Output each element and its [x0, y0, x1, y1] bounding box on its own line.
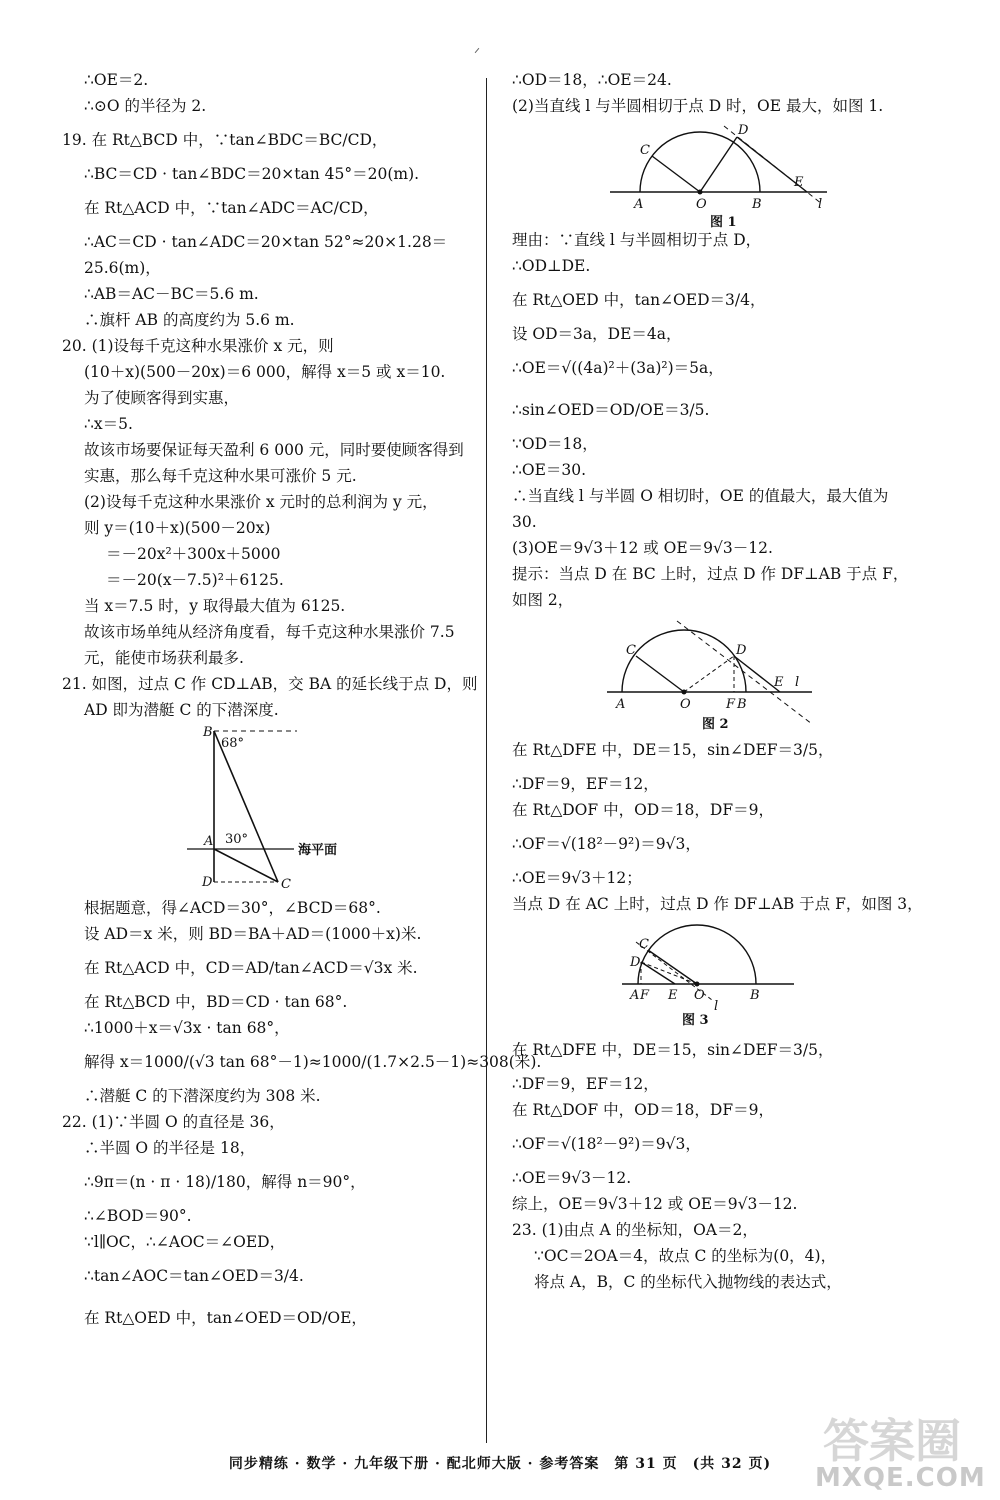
text-line: 设 AD＝x 米，则 BD＝BA＋AD＝(1000＋x)米. [84, 925, 422, 943]
text-line: 在 Rt△DOF 中，OD＝18，DF＝9， [512, 801, 774, 819]
text-line: 30. [512, 513, 537, 531]
text-line: 故该市场要保证每天盈利 6 000 元，同时要使顾客得到 [84, 441, 464, 459]
fig21-point-A: A [204, 834, 214, 849]
text-line: ∴OF＝√(18²－9²)＝9√3， [512, 1135, 701, 1153]
fig1-point-B: B [752, 197, 762, 212]
left-column [62, 70, 542, 1342]
text-line: 23. (1)由点 A 的坐标知，OA＝2， [512, 1221, 758, 1239]
text-line: 在 Rt△ACD 中，CD＝AD/tan∠ACD＝√3x 米. [84, 959, 418, 977]
text-line: 根据题意，得∠ACD＝30°，∠BCD＝68°. [84, 899, 381, 917]
text-line: 22. (1)∵半圆 O 的直径是 36， [62, 1113, 285, 1131]
text-line: 当 x＝7.5 时，y 取得最大值为 6125. [84, 597, 346, 615]
text-line: ∴⊙O 的半径为 2. [84, 97, 207, 115]
text-line: ∴潜艇 C 的下潜深度约为 308 米. [84, 1087, 321, 1105]
fig3-caption: 图 3 [682, 1013, 709, 1028]
figure-3-diagram [512, 920, 942, 1032]
fig3-point-C: C [639, 937, 649, 952]
page-footer: 同步精练 · 数学 · 九年级下册 · 配北师大版 · 参考答案 第 31 页 (共 32 页) [228, 1456, 772, 1472]
text-line: ∴OD＝18，∴OE＝24. [512, 71, 672, 89]
text-line: ∴半圆 O 的半径是 18， [84, 1139, 256, 1157]
text-line: ∴OE＝9√3－12. [512, 1169, 632, 1187]
fig3-line-l: l [714, 999, 719, 1014]
fig3-point-B: B [750, 988, 760, 1003]
fig1-point-D: D [738, 123, 749, 138]
fig1-point-O: O [696, 197, 707, 212]
text-line: (2)当直线 l 与半圆相切于点 D 时，OE 最大，如图 1. [512, 97, 884, 115]
scan-mark [475, 48, 480, 53]
figure-21 [62, 726, 477, 898]
watermark-text-cn: 答案圈 [823, 1414, 961, 1468]
text-line: 在 Rt△DFE 中，DE＝15，sin∠DEF＝3/5， [512, 1041, 834, 1059]
fig1-caption: 图 1 [710, 215, 737, 230]
fig2-point-B: B [737, 697, 747, 712]
fig2-caption: 图 2 [702, 717, 729, 732]
text-line: ∵l∥OC，∴∠AOC＝∠OED， [84, 1233, 286, 1251]
text-line: ∴9π＝(n · π · 18)/180，解得 n＝90°， [84, 1173, 366, 1191]
text-line: AD 即为潜艇 C 的下潜深度. [84, 701, 279, 719]
watermark-text-en: MXQE.COM [815, 1463, 986, 1493]
text-line: 当点 D 在 AC 上时，过点 D 作 DF⊥AB 于点 F，如图 3， [512, 895, 923, 913]
text-line: 综上，OE＝9√3＋12 或 OE＝9√3－12. [512, 1195, 798, 1213]
text-line: 在 Rt△OED 中，tan∠OED＝3/4， [512, 291, 766, 309]
fig2-point-F: F [726, 697, 736, 712]
text-line: 设 OD＝3a，DE＝4a， [512, 325, 682, 343]
figure-1-diagram [512, 122, 942, 230]
text-line: (3)OE＝9√3＋12 或 OE＝9√3－12. [512, 539, 773, 557]
figure-3 [512, 920, 942, 1032]
text-line: ∴1000＋x＝√3x · tan 68°， [84, 1019, 290, 1037]
text-line: ∴旗杆 AB 的高度约为 5.6 m. [84, 311, 295, 329]
text-line: 在 Rt△OED 中，tan∠OED＝OD/OE， [84, 1309, 367, 1327]
text-line: 解得 x＝1000/(√3 tan 68°－1)≈1000/(1.7×2.5－1)≈308(米). [84, 1053, 542, 1071]
text-line: 25.6(m)， [84, 259, 161, 277]
text-line: ∴∠BOD＝90°. [84, 1207, 192, 1225]
fig2-point-D: D [736, 643, 747, 658]
text-line: ∴OE＝2. [84, 71, 149, 89]
text-line: ∴OE＝9√3＋12； [512, 869, 642, 887]
figure-2 [512, 616, 942, 732]
fig21-point-D: D [202, 875, 213, 890]
text-line: ∵OD＝18， [512, 435, 598, 453]
fig2-point-E: E [774, 675, 784, 690]
text-line: 故该市场单纯从经济角度看，每千克这种水果涨价 7.5 [84, 623, 455, 641]
column-divider [486, 78, 487, 1443]
text-line: ∴AC＝CD · tan∠ADC＝20×tan 52°≈20×1.28＝ [84, 233, 448, 251]
text-line: 在 Rt△BCD 中，BD＝CD · tan 68°. [84, 993, 348, 1011]
text-line: ∵OC＝2OA＝4，故点 C 的坐标为(0，4)， [534, 1247, 837, 1265]
fig3-point-D: D [630, 955, 641, 970]
text-line: 将点 A，B，C 的坐标代入抛物线的表达式， [534, 1273, 842, 1291]
text-line: 在 Rt△DFE 中，DE＝15，sin∠DEF＝3/5， [512, 741, 834, 759]
text-line: ∴AB＝AC－BC＝5.6 m. [84, 285, 259, 303]
text-line: 实惠，那么每千克这种水果可涨价 5 元. [84, 467, 357, 485]
text-line: 元，能使市场获利最多. [84, 649, 244, 667]
text-line: 19. 在 Rt△BCD 中，∵tan∠BDC＝BC/CD， [62, 131, 388, 149]
text-line: 21. 如图，过点 C 作 CD⊥AB，交 BA 的延长线于点 D，则 [62, 675, 478, 693]
fig1-point-A: A [634, 197, 644, 212]
fig2-line-l: l [795, 675, 800, 690]
text-line: ＝－20(x－7.5)²＋6125. [106, 571, 284, 589]
text-line: (10＋x)(500－20x)＝6 000，解得 x＝5 或 x＝10. [84, 363, 446, 381]
fig3-point-O: O [694, 988, 705, 1003]
fig1-point-E: E [794, 175, 804, 190]
fig21-angle-top: 68° [221, 736, 245, 751]
text-line: ∴BC＝CD · tan∠BDC＝20×tan 45°＝20(m). [84, 165, 420, 183]
fig21-angle-mid: 30° [225, 832, 249, 847]
text-line: ∴OF＝√(18²－9²)＝9√3， [512, 835, 701, 853]
text-line: 在 Rt△DOF 中，OD＝18，DF＝9， [512, 1101, 774, 1119]
fig3-point-A: A [630, 988, 640, 1003]
figure-1 [512, 122, 942, 230]
text-line: 在 Rt△ACD 中，∵tan∠ADC＝AC/CD， [84, 199, 379, 217]
text-line: 如图 2， [512, 591, 574, 609]
text-line: 为了使顾客得到实惠， [84, 389, 240, 407]
text-line: ∴OD⊥DE. [512, 257, 591, 275]
text-line: 理由：∵直线 l 与半圆相切于点 D， [512, 231, 762, 249]
figure-21-diagram [62, 726, 477, 898]
text-line: (2)设每千克这种水果涨价 x 元时的总利润为 y 元， [84, 493, 438, 511]
fig2-point-O: O [680, 697, 691, 712]
text-line: ∴sin∠OED＝OD/OE＝3/5. [512, 401, 710, 419]
text-line: ∴DF＝9，EF＝12， [512, 1075, 659, 1093]
fig21-point-C: C [281, 877, 291, 892]
fig1-line-l: l [818, 197, 823, 212]
text-line: ∴当直线 l 与半圆 O 相切时，OE 的值最大，最大值为 [512, 487, 889, 505]
fig21-point-B: B [203, 726, 213, 740]
text-line: ∴x＝5. [84, 415, 133, 433]
fig1-point-C: C [640, 143, 650, 158]
fig2-point-C: C [626, 643, 636, 658]
text-line: 则 y＝(10＋x)(500－20x) [84, 519, 271, 537]
watermark-logo [815, 1405, 985, 1495]
fig2-point-A: A [616, 697, 626, 712]
text-line: ＝－20x²＋300x＋5000 [106, 545, 281, 563]
text-line: ∴OE＝√((4a)²＋(3a)²)＝5a， [512, 359, 724, 377]
fig3-point-F: F [640, 988, 650, 1003]
text-line: ∴tan∠AOC＝tan∠OED＝3/4. [84, 1267, 304, 1285]
figure-2-diagram [512, 616, 942, 732]
text-line: 20. (1)设每千克这种水果涨价 x 元，则 [62, 337, 334, 355]
right-column [512, 70, 942, 1298]
text-line: ∴DF＝9，EF＝12， [512, 775, 659, 793]
fig3-point-E: E [668, 988, 678, 1003]
text-line: 提示：当点 D 在 BC 上时，过点 D 作 DF⊥AB 于点 F， [512, 565, 909, 583]
fig21-sea-label: 海平面 [298, 843, 338, 858]
text-line: ∴OE＝30. [512, 461, 587, 479]
